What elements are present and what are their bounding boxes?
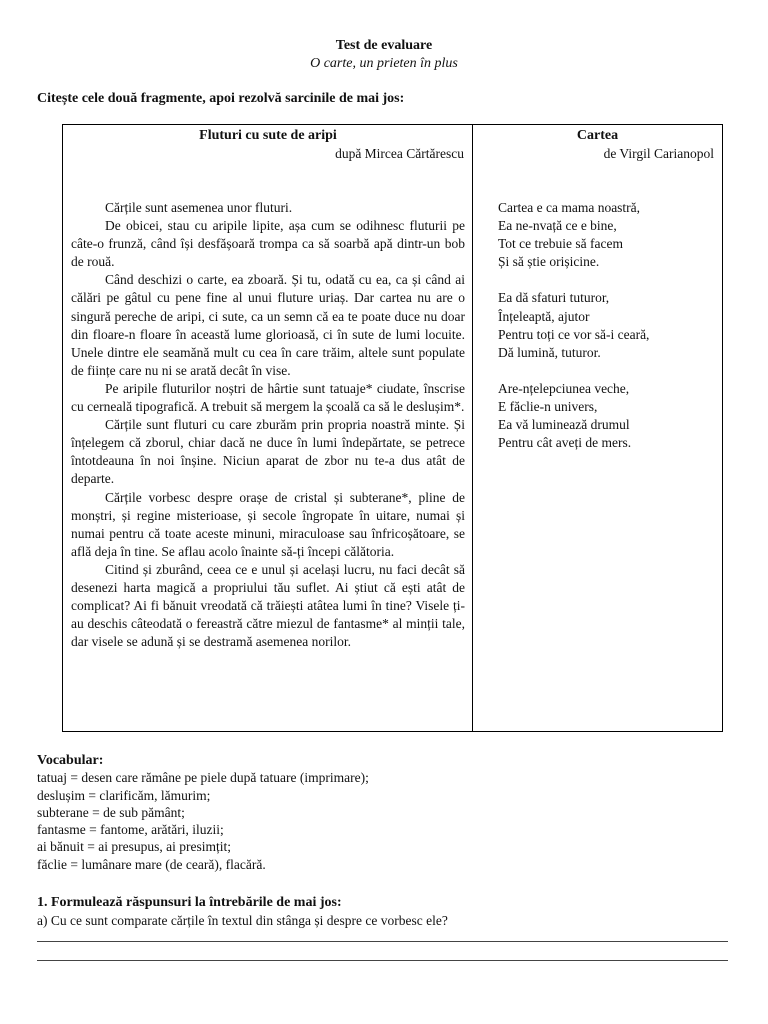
poem-line: Ea dă sfaturi tuturor, [498,290,610,306]
prose-paragraph: Cărțile sunt asemenea unor fluturi. [105,200,293,215]
texts-table [62,124,723,732]
vocabulary-entry: tatuaj = desen care rămâne pe piele după tatuare (imprimare); [37,770,369,786]
vocabulary-entry: fantasme = fantome, arătări, iluzii; [37,822,224,838]
vocabulary-title: Vocabular: [37,753,104,768]
prose-paragraph: Cărțile sunt fluturi cu care zburăm prin propria noastră minte. Și înțelegem că zborul, chiar dacă ne duce în lumi îndepărtate, se petrece întotdeauna în noi înșine. Niciun aparat de zbor nu te-a dus atât de departe. [71,417,465,487]
question-1a-text: a) Cu ce sunt comparate cărțile în textul din stânga și despre ce vorbesc ele? [37,913,448,928]
poem-line: Tot ce trebuie să facem [498,236,623,252]
poem-line: E făclie-n univers, [498,399,598,415]
poem-line: Are-nțelepciunea veche, [498,380,630,396]
poem [498,199,649,470]
page-title: Test de evaluare [335,38,433,53]
poem-line: Înțeleaptă, ajutor [498,308,590,324]
prose-paragraph: De obicei, stau cu aripile lipite, așa cum se odihnesc fluturii pe câte-o frunză, când își desfășoară trompa ca să soarbă apă dintr-un bob de rouă. [71,218,465,270]
answer-line[interactable] [37,960,728,961]
instruction-text: Citește cele două fragmente, apoi rezolvă sarcinile de mai jos: [37,91,405,106]
question-1-title: 1. Formulează răspunsuri la întrebările de mai jos: [37,895,342,910]
poem-stanza [498,380,649,452]
vocabulary-entry: făclie = lumânare mare (de ceară), flacără. [37,856,266,872]
right-text-title: Cartea [576,128,619,143]
poem-line: Ea ne-nvață ce e bine, [498,218,617,234]
answer-line[interactable] [37,941,728,942]
poem-line: Cartea e ca mama noastră, [498,200,641,215]
prose-paragraph: Cărțile vorbesc despre orașe de cristal și subterane*, pline de monștri, și regine misterioase, și secole îngropate în uitare, numai și numai pentru că toate aceste minuni, miraculoase sau înfricoșătoare, se află deja în tine. Se aflau acolo înainte să-ți începi călătoria. [71,489,465,559]
prose-fragment [71,199,465,651]
right-text-author: de Virgil Carianopol [603,146,714,161]
left-text-author: după Mircea Cărtărescu [335,146,464,161]
poem-line: Pentru toți ce vor să-i ceară, [498,326,650,342]
poem-stanza [498,289,649,361]
vocabulary-entry: deslușim = clarificăm, lămurim; [37,787,211,803]
prose-paragraph: Când deschizi o carte, ea zboară. Și tu, odată cu ea, ca și când ai călări pe gâtul cu pene fine al unui fluture uriaș. Dar cartea nu are o singură pereche de aripi, ci sute, ca un semn că ea te poate duce nu doar din floare-n floare în această lume glorioasă, ci în sute de lumi locuite. Unele dintre ele seamănă mult cu cea în care trăim, altele sunt populate de ființe care nu ni se arată decât în vise. [71,272,465,378]
prose-paragraph: Citind și zburând, ceea ce e unul și același lucru, nu faci decât să desenezi harta magică a propriului tău suflet. Ai știut că ești atât de complicat? Ai fi bănuit vreodată că trăiești atâtea lumi în tine? Visele ți-au deschis câteodată o fereastră către miezul de fantasme* al minții tale, dar visele se adună și se destramă asemenea norilor. [71,561,465,650]
prose-paragraph: Pe aripile fluturilor noștri de hârtie sunt tatuaje* ciudate, înscrise cu cerneală tipografică. A trebuit să mergem la școală ca să le deslușim*. [71,380,465,415]
left-text-title: Fluturi cu sute de aripi [199,128,337,143]
poem-line: Dă lumină, tuturor. [498,344,601,360]
poem-line: Și să știe orișicine. [498,254,600,270]
poem-line: Ea vă luminează drumul [498,417,630,433]
vocabulary-entry: subterane = de sub pământ; [37,804,185,820]
left-text-column [63,125,473,731]
vocabulary-entry: ai bănuit = ai presupus, ai presimțit; [37,839,231,855]
poem-stanza [498,199,649,271]
right-text-column [473,125,722,731]
page-subtitle: O carte, un prieten în plus [310,56,458,71]
vocabulary-section [37,752,369,873]
poem-line: Pentru cât aveți de mers. [498,435,632,451]
